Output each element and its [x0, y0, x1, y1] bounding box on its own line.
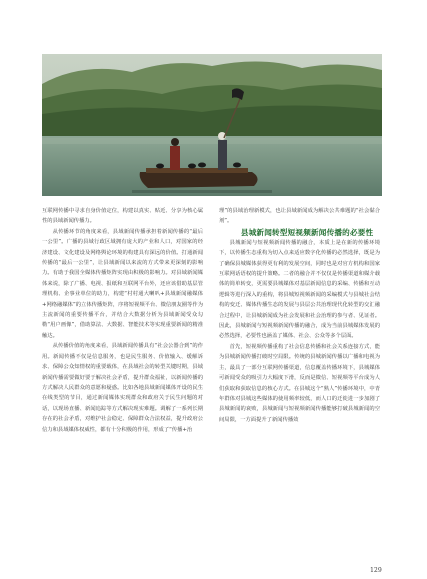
paragraph: 首先，短视频传播重构了社会信息传播和社会关系连接方式，能为县城新闻传播打破时空局限。传统的县城新闻传播以广播和电视为主，最具了一部分互联网传播渠道，信息覆盖传播环境下，县城媒体可新闻受众的吸引力大幅度下滑，反而是微信、短视频等平台成为人们获取和获取信息的核心方式。在县城这个“熟人”传播环境中，中青年群体对县城这些媒体的使用频率较低，而人口的迁徙进一步加剧了县城新闻的衰败，县城新闻与短视频新闻传播能够打破县城新闻的空间局限，一方面提升了新闻传播效	[219, 343, 380, 423]
right-column	[219, 206, 380, 425]
page-number: 129	[370, 567, 382, 574]
paragraph-continued: 互联网传播中寻求自身价值定位，构建以真实、贴近、分享为核心属性的县域新闻传播力。	[42, 208, 203, 225]
paragraph: 从传播价值的角度来看，县域新闻传播具有“社会公器合到”的作用。新闻传播不仅是信息服务，也是民生服务、价值输入、缓解诉求、保障公众知情权的重要载体，在县域社会的转型关键时期，县域新闻传播需要做好要于解决社会矛盾，提升群众福祉，以新闻传播的方式解决人民群众的意愿和疑惑。比如各地县域新闻媒体开设的民生在线类型的节目，通过新闻媒体实现群众和政府关于民生问题的对话，以现场直播、新闻追踪等方式解决现实难题。调解了一系列长期存在的社会矛盾，对维护社会稳定、保障群众合法权益，提升政府公信力和县域媒体权威性，都有十分积极的作用，形成了“传播+治	[42, 343, 203, 433]
article-photo	[42, 54, 382, 196]
left-column	[42, 206, 203, 435]
paragraph-continued: 理”的县域治理新模式，也让县域新闻成为解决公共难题的“社会黏合剂”。	[219, 208, 380, 225]
paragraph: 从传播环节的角度来看，县域新闻传播承担着新闻传播的“最后一公里”。广播的县域行政区域拥有庞大的产业和人口，对国家的经济建设、文化建设及网络舆论环境的构建具有深远的价值。打通新闻传播的“最后一公里”，让县域新闻以来流的方式带来更深刻的影响力。有助于我国全媒体传播矩阵实现由积极的影响力。对县域新闻媒体来说，除了广播、电视、报纸和互联网平台外，还应该借助基层管理机构、企事业单位的助力，构建“村村通大喇叭+县域新闻融媒体+网络融媒体”的立体传播矩阵，序将短视频平台、微信朋友圈等作为主流新闻的重要传播平台，并结合大数据分析为县域新闻受众勾勒“用户画像”，借助算法、大数据、智能技术等实现重要新闻的精准触达。	[42, 228, 203, 339]
section-heading: 县城新闻转型短视频新闻传播的必要性	[240, 227, 374, 237]
paragraph: 县城新闻与短视频新闻传播的融合，本质上是在新的传播环境下，以传播生态重构为切入点来适应数字化传播的必然选择，既是为了确保县城媒体获得更有利的发展空间，同时也是对官方机构和国家互联网话语权的提升策略。二者的融合并不仅仅是传播渠道和媒介载体的简单转变，更需要县城媒体对基层新闻信息的采编、传播和互动逻辑等进行深入的重构，将县城短视频新闻的采编模式与县城社会结构的变迁、媒体传播生态的发展与县层公共治理现代化转型的交汇融合过程中，让县城新闻成为社会发展和社会治理的参与者、见证者。因此，县城新闻与短视频新闻传播的融合，成为当前县城媒体发展的必然选择，必要性也涵盖了媒体、社会、公众等多个层面。	[219, 239, 380, 340]
river-scene-image	[42, 54, 382, 196]
